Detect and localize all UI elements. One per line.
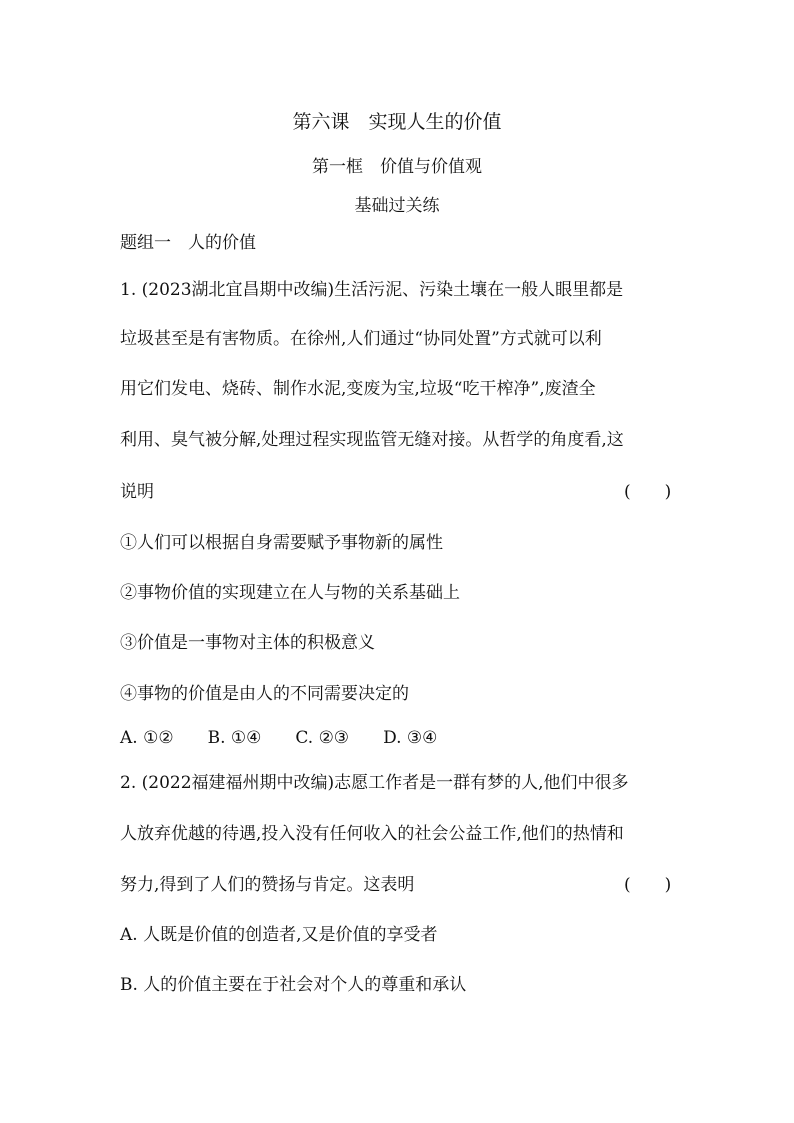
lesson-title: 第六课 实现人生的价值 bbox=[292, 111, 502, 133]
q1-line-2: 垃圾甚至是有害物质。在徐州,人们通过“协同处置”方式就可以利 bbox=[120, 329, 602, 349]
q1-option-a: A. ①② bbox=[120, 728, 174, 748]
q1-option-d: D. ③④ bbox=[383, 728, 438, 748]
q1-answer-bracket: ( ) bbox=[624, 482, 672, 502]
q2-line-1: 2. (2022福建福州期中改编)志愿工作者是一群有梦的人,他们中很多 bbox=[120, 773, 629, 793]
q1-statement-3: ③价值是一事物对主体的积极意义 bbox=[120, 633, 375, 653]
q2-line-3: 努力,得到了人们的赞扬与肯定。这表明 bbox=[120, 875, 415, 895]
q1-line-4: 利用、臭气被分解,处理过程实现监管无缝对接。从哲学的角度看,这 bbox=[120, 430, 624, 450]
q2-option-b: B. 人的价值主要在于社会对个人的尊重和承认 bbox=[120, 975, 467, 995]
q1-line-5: 说明 bbox=[120, 482, 154, 502]
q1-options bbox=[120, 727, 471, 749]
q1-line-1: 1. (2023湖北宜昌期中改编)生活污泥、污染土壤在一般人眼里都是 bbox=[120, 280, 624, 300]
q1-statement-1: ①人们可以根据自身需要赋予事物新的属性 bbox=[120, 533, 443, 553]
part-title: 基础过关练 bbox=[354, 196, 440, 216]
q1-option-c: C. ②③ bbox=[295, 728, 350, 748]
q2-answer-bracket: ( ) bbox=[624, 875, 672, 895]
q1-statement-4: ④事物的价值是由人的不同需要决定的 bbox=[120, 684, 409, 704]
group-title: 题组一 人的价值 bbox=[120, 233, 256, 253]
section-title: 第一框 价值与价值观 bbox=[312, 157, 482, 177]
q1-line-3: 用它们发电、烧砖、制作水泥,变废为宝,垃圾“吃干榨净”,废渣全 bbox=[120, 379, 596, 399]
q2-line-2: 人放弃优越的待遇,投入没有任何收入的社会公益工作,他们的热情和 bbox=[120, 824, 624, 844]
q1-option-b: B. ①④ bbox=[207, 728, 262, 748]
q2-option-a: A. 人既是价值的创造者,又是价值的享受者 bbox=[120, 925, 438, 945]
q1-statement-2: ②事物价值的实现建立在人与物的关系基础上 bbox=[120, 583, 460, 603]
